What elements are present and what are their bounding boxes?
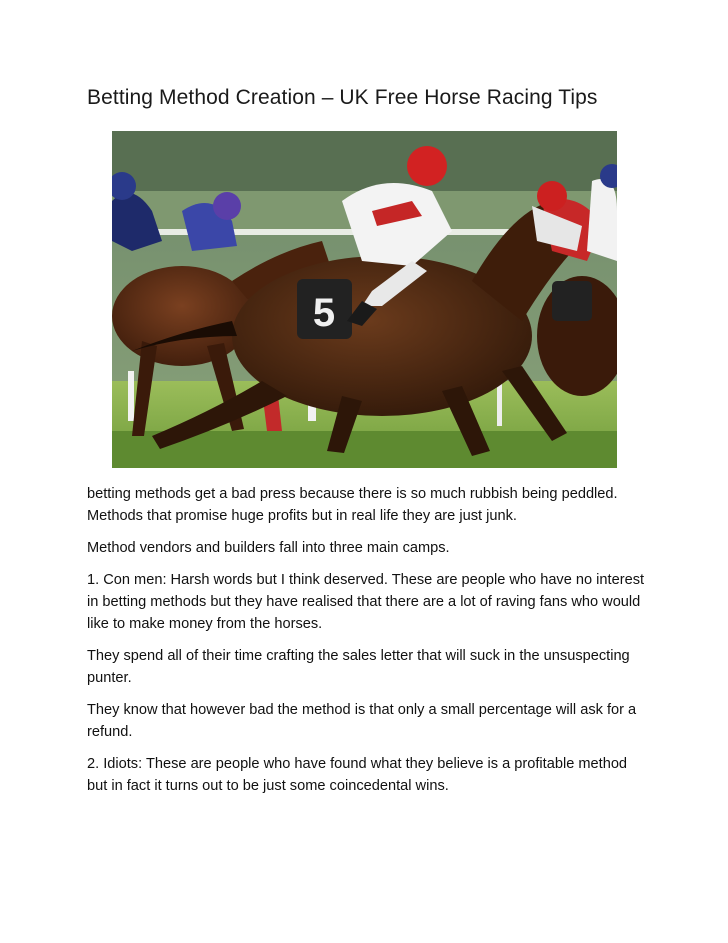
paragraph: They know that however bad the method is that only a small percentage will ask for a refund. [87,702,637,740]
horse-racing-photo [112,131,617,468]
article-body [87,483,647,807]
paragraph: 1. Con men: Harsh words but I think deserved. These are people who have no interest in betting methods but they have realised that there are a lot of raving fans who would like to make money from the horses. [87,572,645,632]
paragraph: 2. Idiots: These are people who have found what they believe is a profitable method but in fact it turns out to be just some coincedental wins. [87,756,628,794]
paragraph: betting methods get a bad press because there is so much rubbish being peddled. Methods that promise huge profits but in real life they are just junk. [87,486,618,524]
paragraph: Method vendors and builders fall into three main camps. [87,540,450,556]
saddle-cloth-number: 5 [312,291,336,335]
paragraph: They spend all of their time crafting the sales letter that will suck in the unsuspecting punter. [87,648,630,686]
document-title: Betting Method Creation – UK Free Horse Racing Tips [87,86,598,109]
